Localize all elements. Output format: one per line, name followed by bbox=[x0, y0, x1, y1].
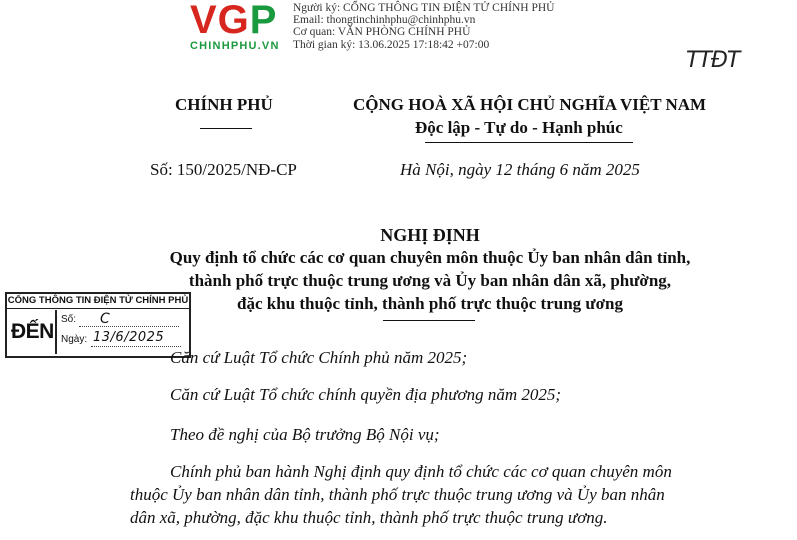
issuer-underline bbox=[200, 128, 252, 129]
stamp-ngay-dotted-line bbox=[91, 346, 181, 347]
enactment-line-3: dân xã, phường, đặc khu thuộc tỉnh, thành phố trực thuộc trung ương. bbox=[130, 508, 608, 527]
digital-signature-info bbox=[293, 2, 554, 51]
enactment-line-1: Chính phủ ban hành Nghị định quy định tổ chức các cơ quan chuyên môn bbox=[170, 462, 672, 481]
document-type: NGHỊ ĐỊNH bbox=[380, 225, 480, 245]
signature-time: Thời gian ký: 13.06.2025 17:18:42 +07:00 bbox=[293, 38, 490, 51]
signature-signer: Người ký: CỔNG THÔNG TIN ĐIỆN TỬ CHÍNH PHỦ bbox=[293, 2, 555, 14]
place-and-date: Hà Nội, ngày 12 tháng 6 năm 2025 bbox=[400, 160, 640, 179]
legal-basis-1: Căn cứ Luật Tổ chức Chính phủ năm 2025; bbox=[170, 348, 468, 367]
stamp-label-den: ĐẾN bbox=[11, 320, 54, 343]
signature-agency: Cơ quan: VĂN PHÒNG CHÍNH PHỦ bbox=[293, 26, 471, 39]
national-motto: Độc lập - Tự do - Hạnh phúc bbox=[415, 118, 623, 137]
handwritten-mark: TTĐT bbox=[686, 48, 740, 73]
stamp-value-so: C bbox=[100, 311, 110, 327]
document-number: Số: 150/2025/NĐ-CP bbox=[150, 160, 297, 179]
stamp-so-dotted-line bbox=[79, 326, 179, 327]
stamp-value-ngay: 13/6/2025 bbox=[93, 330, 165, 345]
received-stamp bbox=[5, 292, 191, 358]
issuer-name: CHÍNH PHỦ bbox=[175, 95, 273, 114]
document-subject-line-1: Quy định tổ chức các cơ quan chuyên môn thuộc Ủy ban nhân dân tỉnh, bbox=[169, 248, 691, 267]
legal-basis-3: Theo đề nghị của Bộ trưởng Bộ Nội vụ; bbox=[170, 425, 440, 444]
logo-subtitle: CHINHPHU.VN bbox=[190, 40, 280, 52]
signature-email: Email: thongtinchinhphu@chinhphu.vn bbox=[293, 14, 476, 27]
logo-letters-vg: VG bbox=[190, 0, 250, 42]
country-name: CỘNG HOÀ XÃ HỘI CHỦ NGHĨA VIỆT NAM bbox=[353, 95, 707, 114]
subject-underline bbox=[383, 320, 475, 321]
stamp-label-ngay: Ngày: bbox=[61, 334, 88, 345]
enactment-line-2: thuộc Ủy ban nhân dân tỉnh, thành phố trực thuộc trung ương và Ủy ban nhân bbox=[130, 485, 665, 504]
motto-underline bbox=[425, 142, 633, 143]
stamp-header: CỔNG THÔNG TIN ĐIỆN TỬ CHÍNH PHỦ bbox=[7, 294, 189, 309]
stamp-label-so: Số: bbox=[61, 314, 77, 325]
document-subject-line-2: thành phố trực thuộc trung ương và Ủy ban nhân dân xã, phường, bbox=[188, 271, 672, 290]
document-subject-line-3: đặc khu thuộc tỉnh, thành phố trực thuộc trung ương bbox=[237, 294, 623, 313]
stamp-separator bbox=[55, 310, 57, 354]
vgp-logo bbox=[190, 0, 295, 40]
logo-letter-p: P bbox=[249, 0, 277, 42]
legal-basis-2: Căn cứ Luật Tổ chức chính quyền địa phương năm 2025; bbox=[170, 385, 562, 404]
